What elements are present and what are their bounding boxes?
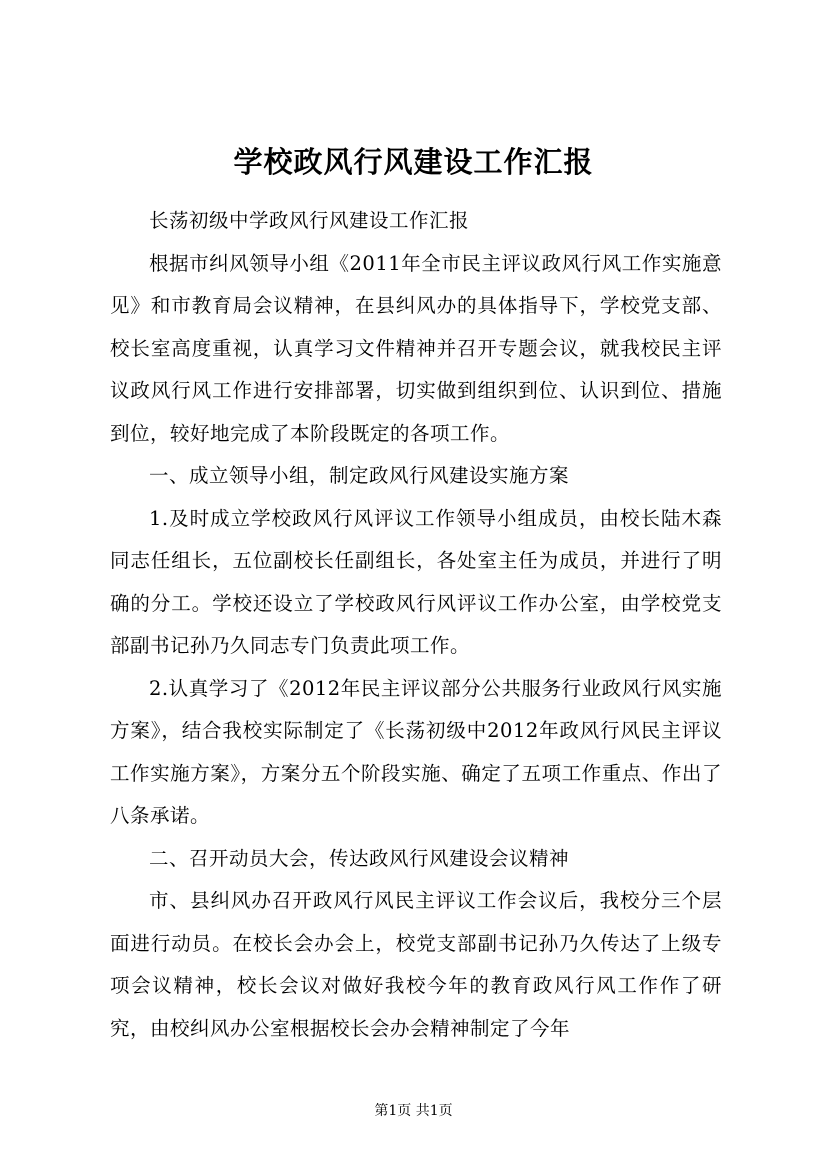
section-heading-1: 一、成立领导小组，制定政风行风建设实施方案 (149, 464, 570, 487)
subtitle-paragraph: 长荡初级中学政风行风建设工作汇报 (149, 209, 470, 232)
body-paragraph-1: 1.及时成立学校政风行风评议工作领导小组成员，由校长陆木森同志任组长，五位副校长任副组长，各处室主任为成员，并进行了明确的分工。学校还设立了学校政风行风评议工作办公室，由学校党支部副书记孙乃久同志专门负责此项工作。 (110, 506, 722, 657)
intro-paragraph: 根据市纠风领导小组《2011年全市民主评议政风行风工作实施意见》和市教育局会议精神，在县纠风办的具体指导下，学校党支部、校长室高度重视，认真学习文件精神并召开专题会议，就我校民主评议政风行风工作进行安排部署，切实做到组织到位、认识到位、措施到位，较好地完成了本阶段既定的各项工作。 (110, 251, 722, 445)
section-heading-2: 二、召开动员大会，传达政风行风建设会议精神 (149, 846, 570, 870)
document-title: 学校政风行风建设工作汇报 (233, 145, 594, 179)
body-paragraph-3: 市、县纠风办召开政风行风民主评议工作会议后，我校分三个层面进行动员。在校长会办会上，校党支部副书记孙乃久传达了上级专项会议精神，校长会议对做好我校今年的教育政风行风工作作了研究，由校纠风办公室根据校长会办会精神制定了今年 (110, 889, 722, 1040)
body-paragraph-2: 2.认真学习了《2012年民主评议部分公共服务行业政风行风实施方案》，结合我校实际制定了《长荡初级中2012年政风行风民主评议工作实施方案》，方案分五个阶段实施、确定了五项工作重点、作出了八条承诺。 (110, 676, 722, 827)
document-body (110, 200, 722, 1050)
page-footer: 第1页 共1页 (374, 1103, 453, 1119)
